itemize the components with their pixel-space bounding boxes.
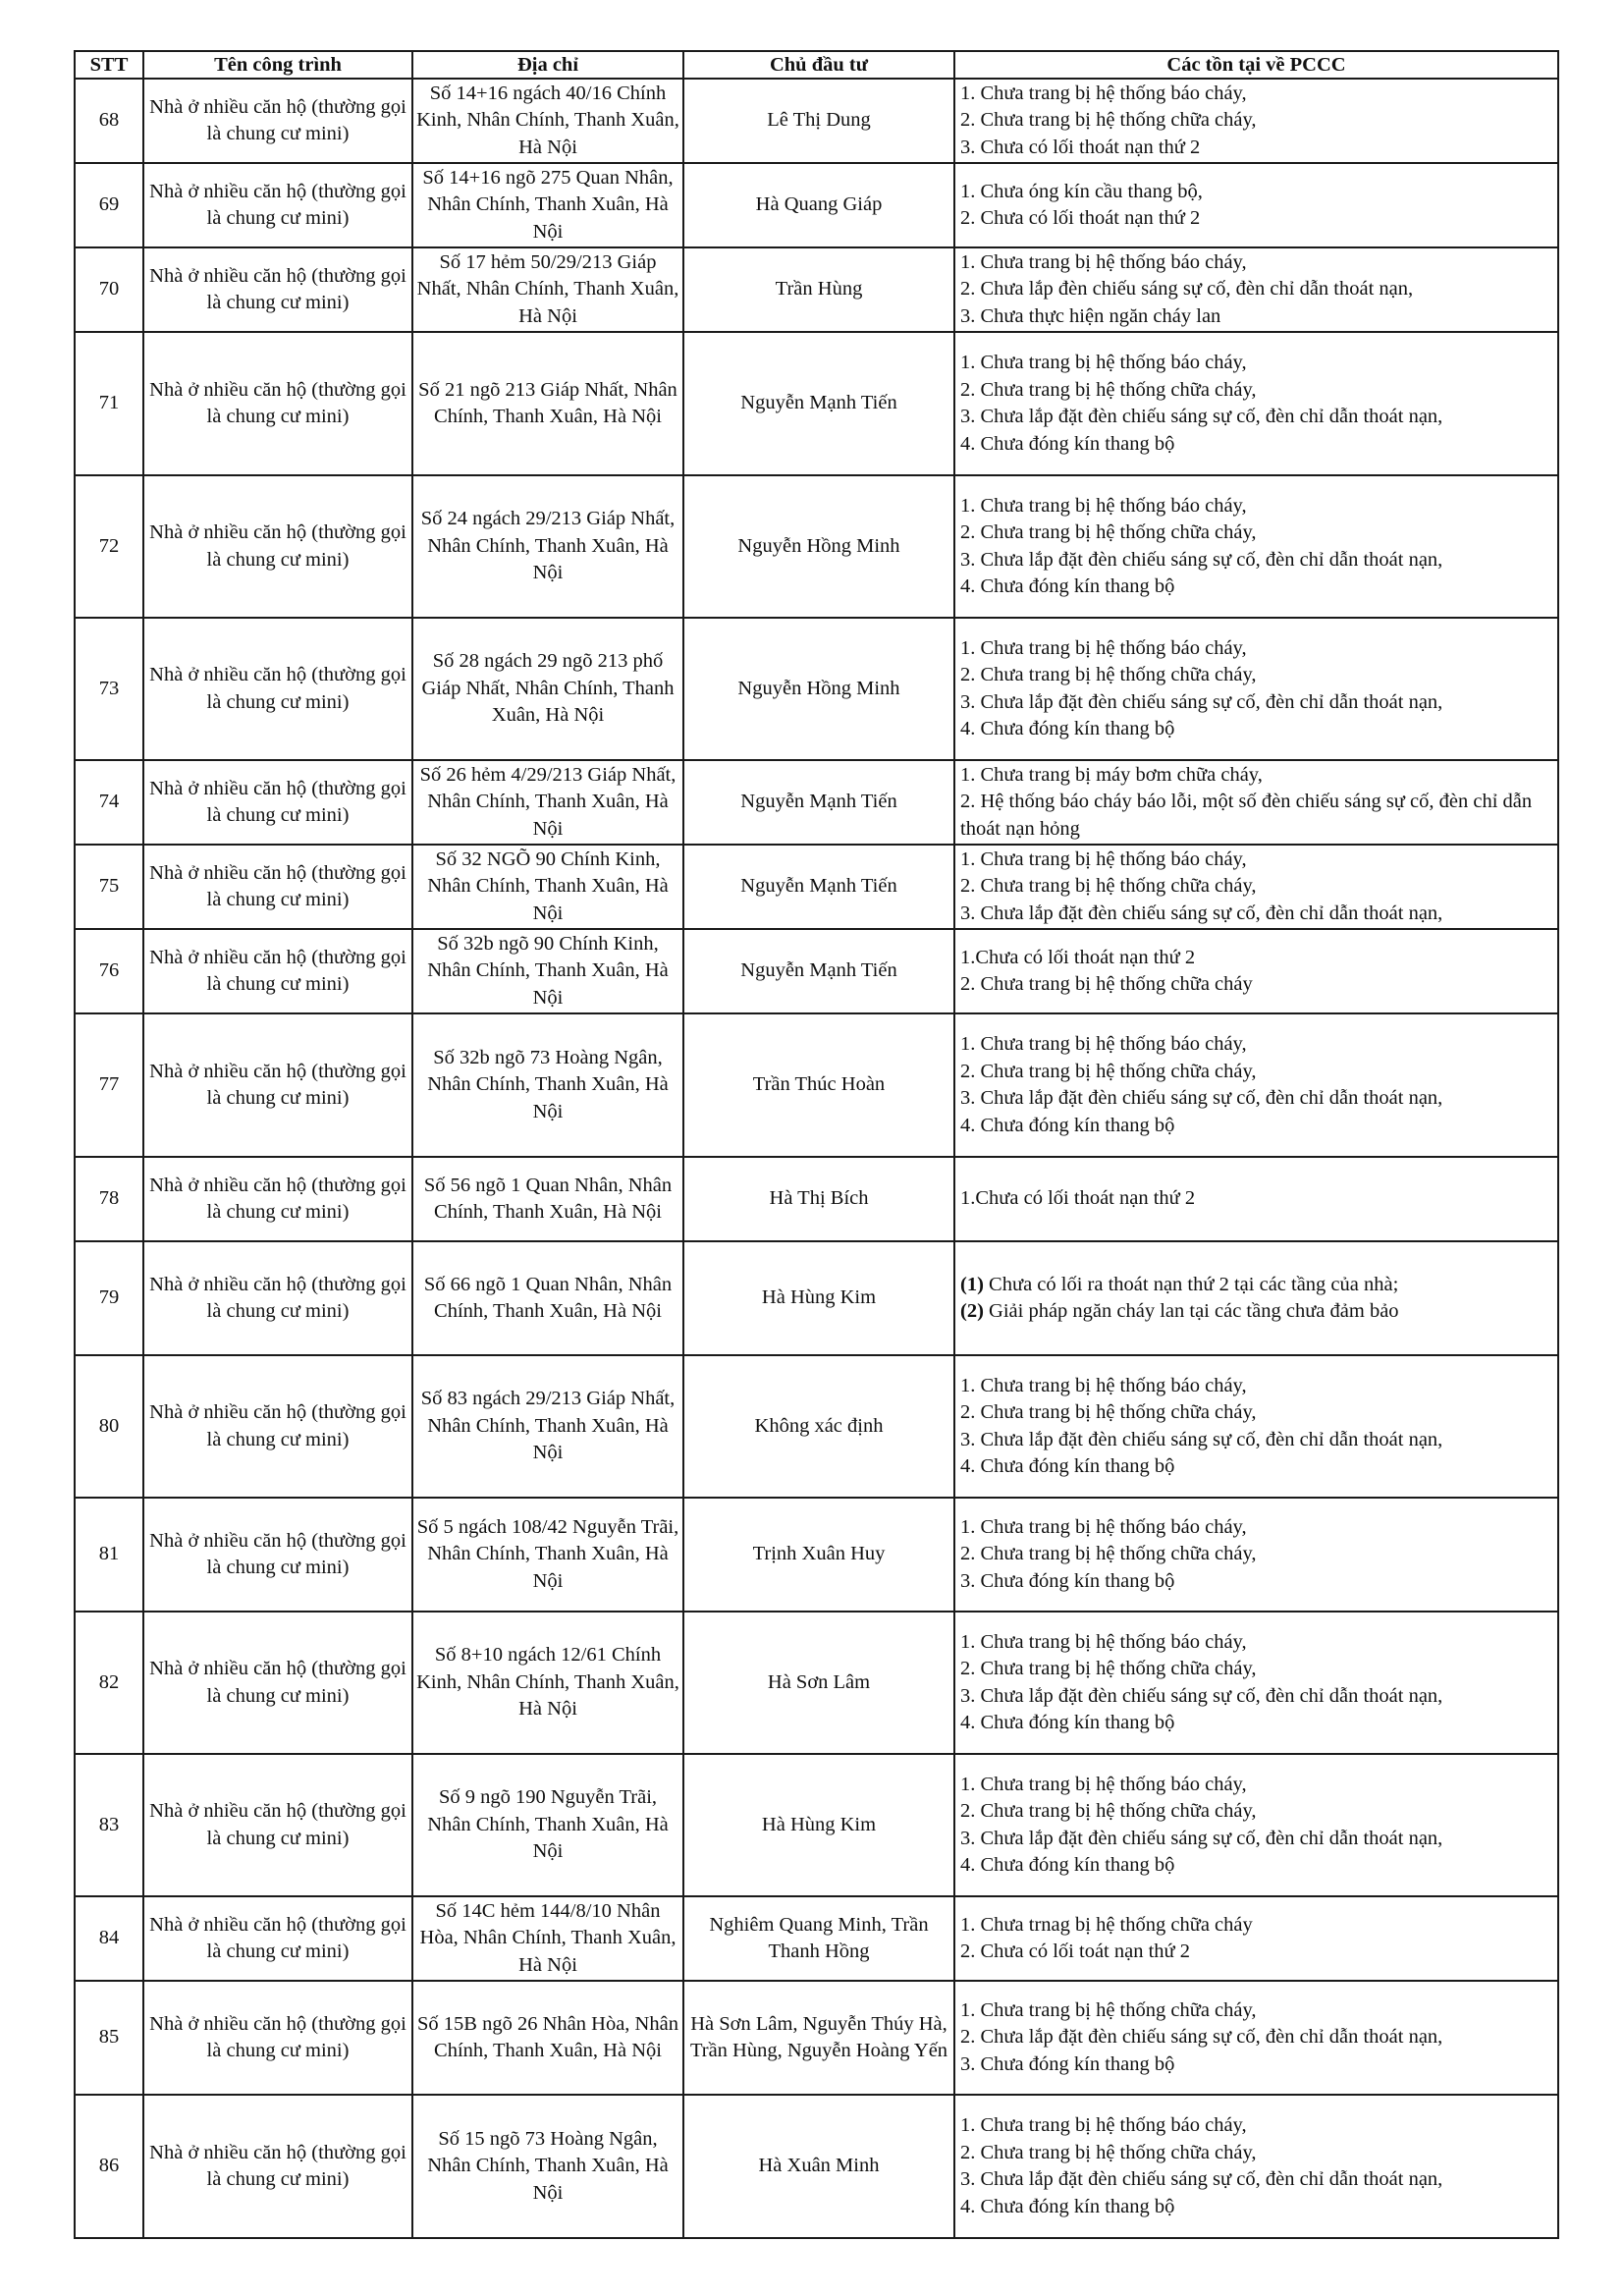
row-issues bbox=[954, 247, 1558, 332]
row-building-name: Nhà ở nhiều căn hộ (thường gọi là chung cư mini) bbox=[143, 1754, 412, 1896]
issue-line: 2. Chưa lắp đặt đèn chiếu sáng sự cố, đèn chỉ dẫn thoát nạn, bbox=[960, 2026, 1443, 2049]
issue-line: 2. Chưa trang bị hệ thống chữa cháy, bbox=[960, 1800, 1257, 1822]
row-owner: Trịnh Xuân Huy bbox=[683, 1498, 954, 1612]
row-address: Số 8+10 ngách 12/61 Chính Kinh, Nhân Chính, Thanh Xuân, Hà Nội bbox=[412, 1612, 683, 1754]
row-issues bbox=[954, 1754, 1558, 1896]
table-row bbox=[75, 1241, 1558, 1355]
row-owner: Hà Sơn Lâm bbox=[683, 1612, 954, 1754]
row-stt: 79 bbox=[75, 1241, 143, 1355]
row-owner: Nguyễn Hồng Minh bbox=[683, 475, 954, 618]
table-row bbox=[75, 929, 1558, 1013]
row-stt: 70 bbox=[75, 247, 143, 332]
row-building-name: Nhà ở nhiều căn hộ (thường gọi là chung cư mini) bbox=[143, 929, 412, 1013]
table-row bbox=[75, 845, 1558, 929]
row-owner: Hà Xuân Minh bbox=[683, 2095, 954, 2238]
table-row bbox=[75, 1498, 1558, 1612]
table-body bbox=[75, 79, 1558, 2238]
issue-line: 1. Chưa trang bị hệ thống báo cháy, bbox=[960, 636, 1247, 659]
table-row bbox=[75, 163, 1558, 247]
row-issues bbox=[954, 1981, 1558, 2095]
issue-line: 1. Chưa trnag bị hệ thống chữa cháy bbox=[960, 1913, 1253, 1936]
row-address: Số 9 ngõ 190 Nguyễn Trãi, Nhân Chính, Thanh Xuân, Hà Nội bbox=[412, 1754, 683, 1896]
issue-line: 1. Chưa trang bị hệ thống báo cháy, bbox=[960, 352, 1247, 373]
row-address: Số 56 ngõ 1 Quan Nhân, Nhân Chính, Thanh Xuân, Hà Nội bbox=[412, 1157, 683, 1241]
row-stt: 82 bbox=[75, 1612, 143, 1754]
table-row bbox=[75, 1355, 1558, 1498]
issue-line: 2. Chưa có lối thoát nạn thứ 2 bbox=[960, 207, 1201, 229]
issue-number: (2) bbox=[960, 1300, 984, 1322]
header-issues: Các tồn tại về PCCC bbox=[954, 51, 1558, 79]
row-issues bbox=[954, 1896, 1558, 1981]
table-header-row bbox=[75, 51, 1558, 79]
row-owner: Nguyễn Mạnh Tiến bbox=[683, 760, 954, 845]
row-issues bbox=[954, 475, 1558, 618]
row-building-name: Nhà ở nhiều căn hộ (thường gọi là chung cư mini) bbox=[143, 1241, 412, 1355]
row-address: Số 15B ngõ 26 Nhân Hòa, Nhân Chính, Thanh Xuân, Hà Nội bbox=[412, 1981, 683, 2095]
row-address: Số 21 ngõ 213 Giáp Nhất, Nhân Chính, Thanh Xuân, Hà Nội bbox=[412, 332, 683, 475]
row-address: Số 83 ngách 29/213 Giáp Nhất, Nhân Chính, Thanh Xuân, Hà Nội bbox=[412, 1355, 683, 1498]
issue-line bbox=[960, 1298, 1554, 1326]
issue-line: 4. Chưa đóng kín thang bộ bbox=[960, 2195, 1175, 2217]
issue-line: 2. Chưa trang bị hệ thống chữa cháy, bbox=[960, 1543, 1257, 1565]
row-address: Số 14C hẻm 144/8/10 Nhân Hòa, Nhân Chính, Thanh Xuân, Hà Nội bbox=[412, 1896, 683, 1981]
issue-line: 3. Chưa lắp đặt đèn chiếu sáng sự cố, đèn chỉ dẫn thoát nạn, bbox=[960, 406, 1443, 427]
row-address: Số 17 hẻm 50/29/213 Giáp Nhất, Nhân Chính, Thanh Xuân, Hà Nội bbox=[412, 247, 683, 332]
table-row bbox=[75, 332, 1558, 475]
issue-line: 2. Chưa trang bị hệ thống chữa cháy, bbox=[960, 378, 1257, 401]
row-stt: 86 bbox=[75, 2095, 143, 2238]
table-row bbox=[75, 247, 1558, 332]
row-owner: Hà Hùng Kim bbox=[683, 1754, 954, 1896]
row-building-name: Nhà ở nhiều căn hộ (thường gọi là chung cư mini) bbox=[143, 475, 412, 618]
row-address: Số 15 ngõ 73 Hoàng Ngân, Nhân Chính, Thanh Xuân, Hà Nội bbox=[412, 2095, 683, 2238]
row-address: Số 5 ngách 108/42 Nguyễn Trãi, Nhân Chính, Thanh Xuân, Hà Nội bbox=[412, 1498, 683, 1612]
row-building-name: Nhà ở nhiều căn hộ (thường gọi là chung cư mini) bbox=[143, 1981, 412, 2095]
row-stt: 72 bbox=[75, 475, 143, 618]
row-stt: 71 bbox=[75, 332, 143, 475]
table-row bbox=[75, 79, 1558, 163]
issue-line: 2. Chưa trang bị hệ thống chữa cháy, bbox=[960, 1060, 1257, 1082]
issue-line: 1. Chưa trang bị hệ thống báo cháy, bbox=[960, 847, 1247, 870]
row-stt: 77 bbox=[75, 1013, 143, 1157]
issue-line: 2. Chưa trang bị hệ thống chữa cháy, bbox=[960, 2141, 1257, 2163]
issue-text: Chưa có lối ra thoát nạn thứ 2 tại các tầng của nhà; bbox=[983, 1273, 1399, 1295]
issue-line: 1. Chưa trang bị hệ thống báo cháy, bbox=[960, 1515, 1247, 1538]
issue-line: 3. Chưa có lối thoát nạn thứ 2 bbox=[960, 136, 1201, 158]
issue-line: 3. Chưa lắp đặt đèn chiếu sáng sự cố, đèn chỉ dẫn thoát nạn, bbox=[960, 1428, 1443, 1450]
row-issues bbox=[954, 2095, 1558, 2238]
row-issues bbox=[954, 163, 1558, 247]
issue-line: 3. Chưa lắp đặt đèn chiếu sáng sự cố, đèn chỉ dẫn thoát nạn, bbox=[960, 690, 1443, 713]
issue-line: 3. Chưa lắp đặt đèn chiếu sáng sự cố, đèn chỉ dẫn thoát nạn, bbox=[960, 902, 1443, 924]
row-stt: 80 bbox=[75, 1355, 143, 1498]
header-owner: Chủ đầu tư bbox=[683, 51, 954, 79]
row-issues bbox=[954, 929, 1558, 1013]
header-stt: STT bbox=[75, 51, 143, 79]
header-name: Tên công trình bbox=[143, 51, 412, 79]
row-issues bbox=[954, 1241, 1558, 1355]
issue-line: 2. Chưa trang bị hệ thống chữa cháy, bbox=[960, 1658, 1257, 1679]
issue-line: 2. Hệ thống báo cháy báo lỗi, một số đèn chiếu sáng sự cố, đèn chỉ dẫn thoát nạn hỏng bbox=[960, 791, 1533, 840]
row-building-name: Nhà ở nhiều căn hộ (thường gọi là chung cư mini) bbox=[143, 247, 412, 332]
table-row bbox=[75, 1896, 1558, 1981]
row-issues bbox=[954, 618, 1558, 760]
issue-line bbox=[960, 1272, 1554, 1299]
issue-line: 1. Chưa trang bị hệ thống báo cháy, bbox=[960, 494, 1247, 517]
row-issues bbox=[954, 845, 1558, 929]
issue-line: 4. Chưa đóng kín thang bộ bbox=[960, 1712, 1175, 1733]
row-address: Số 14+16 ngõ 275 Quan Nhân, Nhân Chính, Thanh Xuân, Hà Nội bbox=[412, 163, 683, 247]
row-building-name: Nhà ở nhiều căn hộ (thường gọi là chung cư mini) bbox=[143, 163, 412, 247]
table-row bbox=[75, 2095, 1558, 2238]
issue-line: 2. Chưa trang bị hệ thống chữa cháy, bbox=[960, 521, 1257, 543]
issue-line: 2. Chưa trang bị hệ thống chữa cháy bbox=[960, 973, 1253, 995]
issue-line: 4. Chưa đóng kín thang bộ bbox=[960, 432, 1175, 455]
row-owner: Nguyễn Mạnh Tiến bbox=[683, 332, 954, 475]
row-issues bbox=[954, 1612, 1558, 1754]
row-address: Số 32 NGÕ 90 Chính Kinh, Nhân Chính, Thanh Xuân, Hà Nội bbox=[412, 845, 683, 929]
issue-line: 2. Chưa trang bị hệ thống chữa cháy, bbox=[960, 1401, 1257, 1423]
issue-line: 1. Chưa trang bị hệ thống báo cháy, bbox=[960, 1374, 1247, 1396]
row-address: Số 28 ngách 29 ngõ 213 phố Giáp Nhất, Nhân Chính, Thanh Xuân, Hà Nội bbox=[412, 618, 683, 760]
issue-line: 3. Chưa thực hiện ngăn cháy lan bbox=[960, 304, 1221, 327]
row-stt: 78 bbox=[75, 1157, 143, 1241]
issue-line: 4. Chưa đóng kín thang bộ bbox=[960, 1114, 1175, 1136]
row-building-name: Nhà ở nhiều căn hộ (thường gọi là chung cư mini) bbox=[143, 1896, 412, 1981]
row-issues bbox=[954, 1498, 1558, 1612]
issue-line: 2. Chưa lắp đèn chiếu sáng sự cố, đèn chỉ dẫn thoát nạn, bbox=[960, 278, 1414, 301]
row-address: Số 14+16 ngách 40/16 Chính Kinh, Nhân Chính, Thanh Xuân, Hà Nội bbox=[412, 79, 683, 163]
row-building-name: Nhà ở nhiều căn hộ (thường gọi là chung cư mini) bbox=[143, 1355, 412, 1498]
issue-line: 3. Chưa lắp đặt đèn chiếu sáng sự cố, đèn chỉ dẫn thoát nạn, bbox=[960, 1684, 1443, 1707]
row-stt: 76 bbox=[75, 929, 143, 1013]
issue-line: 3. Chưa lắp đặt đèn chiếu sáng sự cố, đèn chỉ dẫn thoát nạn, bbox=[960, 548, 1443, 571]
row-owner: Hà Thị Bích bbox=[683, 1157, 954, 1241]
issue-line: 2. Chưa trang bị hệ thống chữa cháy, bbox=[960, 109, 1257, 132]
row-owner: Hà Hùng Kim bbox=[683, 1241, 954, 1355]
table-row bbox=[75, 1754, 1558, 1896]
row-issues bbox=[954, 1355, 1558, 1498]
row-stt: 69 bbox=[75, 163, 143, 247]
row-building-name: Nhà ở nhiều căn hộ (thường gọi là chung cư mini) bbox=[143, 332, 412, 475]
row-stt: 73 bbox=[75, 618, 143, 760]
row-address: Số 32b ngõ 90 Chính Kinh, Nhân Chính, Thanh Xuân, Hà Nội bbox=[412, 929, 683, 1013]
table-row bbox=[75, 760, 1558, 845]
row-building-name: Nhà ở nhiều căn hộ (thường gọi là chung cư mini) bbox=[143, 2095, 412, 2238]
row-owner: Trần Thúc Hoàn bbox=[683, 1013, 954, 1157]
row-address: Số 66 ngõ 1 Quan Nhân, Nhân Chính, Thanh Xuân, Hà Nội bbox=[412, 1241, 683, 1355]
issue-line: 2. Chưa có lối toát nạn thứ 2 bbox=[960, 1941, 1191, 1962]
row-building-name: Nhà ở nhiều căn hộ (thường gọi là chung cư mini) bbox=[143, 1612, 412, 1754]
issue-line: 4. Chưa đóng kín thang bộ bbox=[960, 1455, 1175, 1477]
issue-line: 4. Chưa đóng kín thang bộ bbox=[960, 575, 1175, 597]
issue-line: 3. Chưa lắp đặt đèn chiếu sáng sự cố, đèn chỉ dẫn thoát nạn, bbox=[960, 1087, 1443, 1109]
row-building-name: Nhà ở nhiều căn hộ (thường gọi là chung cư mini) bbox=[143, 1157, 412, 1241]
row-building-name: Nhà ở nhiều căn hộ (thường gọi là chung cư mini) bbox=[143, 760, 412, 845]
row-stt: 83 bbox=[75, 1754, 143, 1896]
issue-line: 1.Chưa có lối thoát nạn thứ 2 bbox=[960, 1187, 1196, 1210]
issue-line: 3. Chưa lắp đặt đèn chiếu sáng sự cố, đèn chỉ dẫn thoát nạn, bbox=[960, 2168, 1443, 2190]
issue-line: 3. Chưa lắp đặt đèn chiếu sáng sự cố, đèn chỉ dẫn thoát nạn, bbox=[960, 1827, 1443, 1849]
row-owner: Lê Thị Dung bbox=[683, 79, 954, 163]
table-row bbox=[75, 1981, 1558, 2095]
row-issues bbox=[954, 79, 1558, 163]
issue-number: (1) bbox=[960, 1273, 984, 1295]
issue-line: 1. Chưa trang bị hệ thống chữa cháy, bbox=[960, 1998, 1257, 2021]
header-address: Địa chỉ bbox=[412, 51, 683, 79]
table-row bbox=[75, 1013, 1558, 1157]
table-row bbox=[75, 618, 1558, 760]
row-issues bbox=[954, 760, 1558, 845]
row-building-name: Nhà ở nhiều căn hộ (thường gọi là chung cư mini) bbox=[143, 618, 412, 760]
issue-line: 4. Chưa đóng kín thang bộ bbox=[960, 1854, 1175, 1876]
row-stt: 84 bbox=[75, 1896, 143, 1981]
row-issues bbox=[954, 1013, 1558, 1157]
row-owner: Không xác định bbox=[683, 1355, 954, 1498]
issue-text: Giải pháp ngăn cháy lan tại các tầng chưa đảm bảo bbox=[983, 1300, 1399, 1322]
table-row bbox=[75, 1157, 1558, 1241]
table-row bbox=[75, 475, 1558, 618]
row-owner: Nguyễn Mạnh Tiến bbox=[683, 929, 954, 1013]
issue-line: 4. Chưa đóng kín thang bộ bbox=[960, 718, 1175, 739]
issue-line: 3. Chưa đóng kín thang bộ bbox=[960, 2052, 1175, 2075]
row-owner: Hà Quang Giáp bbox=[683, 163, 954, 247]
row-stt: 74 bbox=[75, 760, 143, 845]
row-owner: Trần Hùng bbox=[683, 247, 954, 332]
row-stt: 75 bbox=[75, 845, 143, 929]
issue-line: 1.Chưa có lối thoát nạn thứ 2 bbox=[960, 946, 1196, 968]
row-owner: Nguyễn Hồng Minh bbox=[683, 618, 954, 760]
row-stt: 85 bbox=[75, 1981, 143, 2095]
issue-line: 1. Chưa trang bị hệ thống báo cháy, bbox=[960, 1773, 1247, 1795]
issue-line: 2. Chưa trang bị hệ thống chữa cháy, bbox=[960, 664, 1257, 685]
row-building-name: Nhà ở nhiều căn hộ (thường gọi là chung cư mini) bbox=[143, 1013, 412, 1157]
issue-line: 1. Chưa trang bị hệ thống báo cháy, bbox=[960, 1033, 1247, 1055]
table-row bbox=[75, 1612, 1558, 1754]
row-issues bbox=[954, 332, 1558, 475]
row-address: Số 26 hẻm 4/29/213 Giáp Nhất, Nhân Chính, Thanh Xuân, Hà Nội bbox=[412, 760, 683, 845]
issue-line: 1. Chưa trang bị hệ thống báo cháy, bbox=[960, 250, 1247, 273]
row-address: Số 32b ngõ 73 Hoàng Ngân, Nhân Chính, Thanh Xuân, Hà Nội bbox=[412, 1013, 683, 1157]
row-owner: Hà Sơn Lâm, Nguyễn Thúy Hà, Trần Hùng, Nguyễn Hoàng Yến bbox=[683, 1981, 954, 2095]
row-building-name: Nhà ở nhiều căn hộ (thường gọi là chung cư mini) bbox=[143, 1498, 412, 1612]
row-owner: Nguyễn Mạnh Tiến bbox=[683, 845, 954, 929]
row-stt: 81 bbox=[75, 1498, 143, 1612]
row-building-name: Nhà ở nhiều căn hộ (thường gọi là chung cư mini) bbox=[143, 845, 412, 929]
row-building-name: Nhà ở nhiều căn hộ (thường gọi là chung cư mini) bbox=[143, 79, 412, 163]
issue-line: 3. Chưa đóng kín thang bộ bbox=[960, 1569, 1175, 1592]
row-address: Số 24 ngách 29/213 Giáp Nhất, Nhân Chính, Thanh Xuân, Hà Nội bbox=[412, 475, 683, 618]
issue-line: 1. Chưa trang bị hệ thống báo cháy, bbox=[960, 1630, 1247, 1653]
pccc-inspection-table bbox=[74, 50, 1559, 2239]
issue-line: 1. Chưa trang bị hệ thống báo cháy, bbox=[960, 2114, 1247, 2136]
issue-line: 1. Chưa trang bị máy bơm chữa cháy, bbox=[960, 763, 1263, 786]
row-stt: 68 bbox=[75, 79, 143, 163]
row-owner: Nghiêm Quang Minh, Trần Thanh Hồng bbox=[683, 1896, 954, 1981]
issue-line: 2. Chưa trang bị hệ thống chữa cháy, bbox=[960, 875, 1257, 898]
issue-line: 1. Chưa óng kín cầu thang bộ, bbox=[960, 180, 1203, 202]
row-issues bbox=[954, 1157, 1558, 1241]
issue-line: 1. Chưa trang bị hệ thống báo cháy, bbox=[960, 82, 1247, 104]
